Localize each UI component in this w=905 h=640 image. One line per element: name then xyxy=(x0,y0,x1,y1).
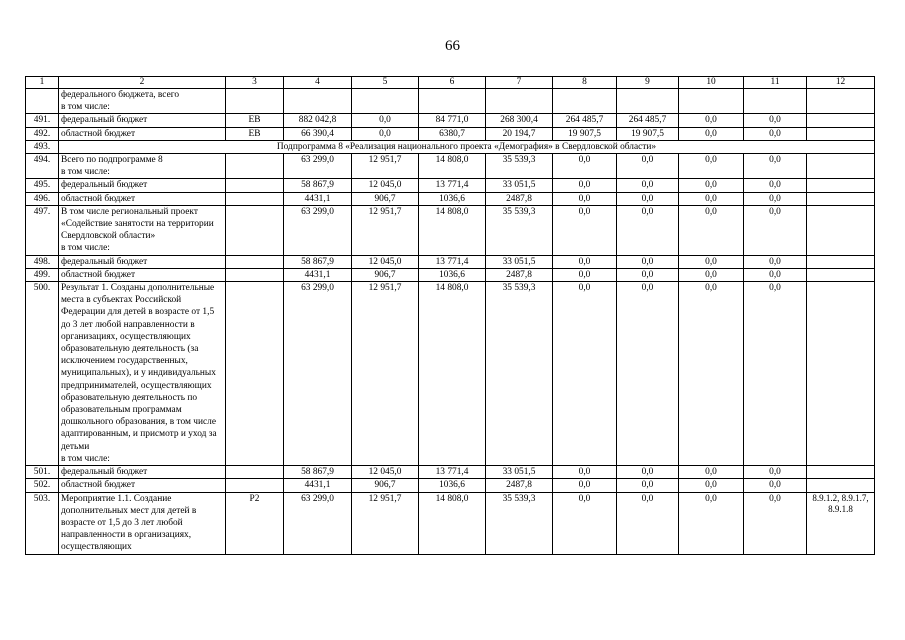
row-name: Результат 1. Созданы дополнительные места в субъектах Российской Федерации для детей в возрасте от 1,5 до 3 лет любой направленности в организациях, осуществляющих образовательную деятельность (за исключением государственных, муниципальных), и у индивидуальных предпринимателей, осуществляющих образовательную деятельность по образовательным программам дошкольного образования, в том числе адаптированным, и присмотр и уход за детьми в том числе: xyxy=(59,282,226,466)
page-number: 66 xyxy=(445,38,460,54)
row-name: Мероприятие 1.1. Создание дополнительных мест для детей в возрасте от 1,5 до 3 лет любой направленности в организациях, осуществляющих xyxy=(59,492,226,554)
value-col-4: 882 042,8 xyxy=(284,114,352,127)
row-number: 491. xyxy=(26,114,59,127)
row-code xyxy=(226,89,284,114)
row-number xyxy=(26,89,59,114)
row-name: федеральный бюджет xyxy=(59,466,226,479)
table-row xyxy=(26,492,875,554)
value-col-7: 268 300,4 xyxy=(486,114,553,127)
value-col-9: 0,0 xyxy=(617,492,679,554)
row-code: ЕВ xyxy=(226,114,284,127)
row-code xyxy=(226,154,284,179)
value-col-4: 63 299,0 xyxy=(284,492,352,554)
value-col-4: 4431,1 xyxy=(284,268,352,281)
table-row xyxy=(26,179,875,192)
value-col-4: 63 299,0 xyxy=(284,154,352,179)
value-col-8: 0,0 xyxy=(553,205,617,255)
table-row xyxy=(26,154,875,179)
table-header-row xyxy=(26,77,875,89)
value-col-7: 2487,8 xyxy=(486,479,553,492)
value-col-9: 0,0 xyxy=(617,282,679,466)
table-row xyxy=(26,140,875,153)
target-indicator xyxy=(807,179,875,192)
value-col-10: 0,0 xyxy=(679,154,744,179)
value-col-8: 0,0 xyxy=(553,255,617,268)
column-header: 4 xyxy=(284,77,352,89)
row-name: областной бюджет xyxy=(59,479,226,492)
target-indicator xyxy=(807,466,875,479)
row-name: областной бюджет xyxy=(59,127,226,140)
value-col-7: 35 539,3 xyxy=(486,282,553,466)
row-number: 503. xyxy=(26,492,59,554)
target-indicator xyxy=(807,479,875,492)
row-code xyxy=(226,282,284,466)
table-body xyxy=(26,89,875,555)
value-col-11: 0,0 xyxy=(744,179,807,192)
value-col-11: 0,0 xyxy=(744,466,807,479)
target-indicator xyxy=(807,89,875,114)
column-header: 12 xyxy=(807,77,875,89)
value-col-8: 0,0 xyxy=(553,282,617,466)
row-code xyxy=(226,466,284,479)
value-col-9 xyxy=(617,89,679,114)
value-col-5: 0,0 xyxy=(352,114,419,127)
value-col-10: 0,0 xyxy=(679,127,744,140)
row-name: Всего по подпрограмме 8 в том числе: xyxy=(59,154,226,179)
value-col-6: 14 808,0 xyxy=(419,205,486,255)
value-col-10: 0,0 xyxy=(679,268,744,281)
value-col-11: 0,0 xyxy=(744,492,807,554)
value-col-5: 12 951,7 xyxy=(352,154,419,179)
table-row xyxy=(26,479,875,492)
row-name: федеральный бюджет xyxy=(59,255,226,268)
table-row xyxy=(26,127,875,140)
value-col-11: 0,0 xyxy=(744,205,807,255)
value-col-10: 0,0 xyxy=(679,205,744,255)
value-col-8: 0,0 xyxy=(553,154,617,179)
value-col-7: 35 539,3 xyxy=(486,154,553,179)
value-col-10: 0,0 xyxy=(679,255,744,268)
row-code: Р2 xyxy=(226,492,284,554)
value-col-6: 13 771,4 xyxy=(419,179,486,192)
subprogram-title: Подпрограмма 8 «Реализация национального проекта «Демография» в Свердловской области» xyxy=(59,140,875,153)
value-col-9: 0,0 xyxy=(617,154,679,179)
value-col-4: 63 299,0 xyxy=(284,282,352,466)
value-col-8: 19 907,5 xyxy=(553,127,617,140)
value-col-11: 0,0 xyxy=(744,282,807,466)
budget-table xyxy=(25,76,875,555)
target-indicator xyxy=(807,192,875,205)
column-header: 9 xyxy=(617,77,679,89)
value-col-6: 6380,7 xyxy=(419,127,486,140)
value-col-4: 4431,1 xyxy=(284,479,352,492)
value-col-7: 35 539,3 xyxy=(486,492,553,554)
value-col-11: 0,0 xyxy=(744,114,807,127)
value-col-5: 12 951,7 xyxy=(352,282,419,466)
row-name: областной бюджет xyxy=(59,192,226,205)
value-col-7: 33 051,5 xyxy=(486,179,553,192)
value-col-10 xyxy=(679,89,744,114)
value-col-10: 0,0 xyxy=(679,282,744,466)
row-number: 502. xyxy=(26,479,59,492)
row-code: ЕВ xyxy=(226,127,284,140)
column-header: 6 xyxy=(419,77,486,89)
target-indicator xyxy=(807,114,875,127)
value-col-5: 906,7 xyxy=(352,192,419,205)
column-header: 5 xyxy=(352,77,419,89)
row-code xyxy=(226,179,284,192)
value-col-8 xyxy=(553,89,617,114)
value-col-10: 0,0 xyxy=(679,192,744,205)
value-col-9: 0,0 xyxy=(617,479,679,492)
value-col-8: 0,0 xyxy=(553,479,617,492)
value-col-8: 264 485,7 xyxy=(553,114,617,127)
row-number: 495. xyxy=(26,179,59,192)
value-col-7: 2487,8 xyxy=(486,268,553,281)
target-indicator xyxy=(807,268,875,281)
value-col-9: 0,0 xyxy=(617,255,679,268)
target-indicator: 8.9.1.2, 8.9.1.7, 8.9.1.8 xyxy=(807,492,875,554)
value-col-9: 0,0 xyxy=(617,205,679,255)
value-col-4: 58 867,9 xyxy=(284,255,352,268)
value-col-5 xyxy=(352,89,419,114)
value-col-6: 1036,6 xyxy=(419,268,486,281)
row-name: федерального бюджета, всего в том числе: xyxy=(59,89,226,114)
value-col-6: 14 808,0 xyxy=(419,492,486,554)
value-col-5: 12 045,0 xyxy=(352,179,419,192)
value-col-5: 12 045,0 xyxy=(352,255,419,268)
table-row xyxy=(26,466,875,479)
column-header: 10 xyxy=(679,77,744,89)
value-col-5: 906,7 xyxy=(352,268,419,281)
table-row xyxy=(26,192,875,205)
value-col-6: 1036,6 xyxy=(419,192,486,205)
column-header: 8 xyxy=(553,77,617,89)
row-name: федеральный бюджет xyxy=(59,114,226,127)
target-indicator xyxy=(807,127,875,140)
row-code xyxy=(226,205,284,255)
value-col-6: 13 771,4 xyxy=(419,255,486,268)
value-col-8: 0,0 xyxy=(553,268,617,281)
budget-table-sheet xyxy=(25,76,874,555)
value-col-4: 58 867,9 xyxy=(284,466,352,479)
value-col-5: 0,0 xyxy=(352,127,419,140)
value-col-9: 264 485,7 xyxy=(617,114,679,127)
column-header: 1 xyxy=(26,77,59,89)
row-number: 496. xyxy=(26,192,59,205)
row-number: 498. xyxy=(26,255,59,268)
value-col-7: 35 539,3 xyxy=(486,205,553,255)
value-col-6: 84 771,0 xyxy=(419,114,486,127)
value-col-8: 0,0 xyxy=(553,192,617,205)
row-code xyxy=(226,268,284,281)
value-col-5: 12 951,7 xyxy=(352,205,419,255)
target-indicator xyxy=(807,154,875,179)
row-name: В том числе региональный проект «Содействие занятости на территории Свердловской области» в том числе: xyxy=(59,205,226,255)
target-indicator xyxy=(807,255,875,268)
table-row xyxy=(26,282,875,466)
value-col-5: 12 951,7 xyxy=(352,492,419,554)
table-row xyxy=(26,89,875,114)
value-col-11: 0,0 xyxy=(744,127,807,140)
value-col-6: 1036,6 xyxy=(419,479,486,492)
value-col-8: 0,0 xyxy=(553,466,617,479)
row-number: 497. xyxy=(26,205,59,255)
target-indicator xyxy=(807,282,875,466)
value-col-9: 0,0 xyxy=(617,268,679,281)
target-indicator xyxy=(807,205,875,255)
value-col-9: 0,0 xyxy=(617,466,679,479)
value-col-11 xyxy=(744,89,807,114)
value-col-4 xyxy=(284,89,352,114)
column-header: 3 xyxy=(226,77,284,89)
value-col-9: 0,0 xyxy=(617,192,679,205)
value-col-10: 0,0 xyxy=(679,492,744,554)
row-number: 499. xyxy=(26,268,59,281)
value-col-8: 0,0 xyxy=(553,492,617,554)
value-col-10: 0,0 xyxy=(679,114,744,127)
row-number: 494. xyxy=(26,154,59,179)
value-col-7: 2487,8 xyxy=(486,192,553,205)
value-col-4: 58 867,9 xyxy=(284,179,352,192)
value-col-6: 14 808,0 xyxy=(419,154,486,179)
value-col-7 xyxy=(486,89,553,114)
value-col-11: 0,0 xyxy=(744,192,807,205)
row-number: 492. xyxy=(26,127,59,140)
row-code xyxy=(226,192,284,205)
row-code xyxy=(226,479,284,492)
value-col-4: 66 390,4 xyxy=(284,127,352,140)
value-col-7: 33 051,5 xyxy=(486,255,553,268)
row-number: 500. xyxy=(26,282,59,466)
value-col-4: 63 299,0 xyxy=(284,205,352,255)
table-row xyxy=(26,205,875,255)
value-col-7: 33 051,5 xyxy=(486,466,553,479)
value-col-11: 0,0 xyxy=(744,255,807,268)
value-col-6: 14 808,0 xyxy=(419,282,486,466)
row-name: федеральный бюджет xyxy=(59,179,226,192)
value-col-11: 0,0 xyxy=(744,154,807,179)
table-row xyxy=(26,255,875,268)
column-header: 2 xyxy=(59,77,226,89)
value-col-8: 0,0 xyxy=(553,179,617,192)
row-code xyxy=(226,255,284,268)
column-header: 11 xyxy=(744,77,807,89)
value-col-6: 13 771,4 xyxy=(419,466,486,479)
value-col-5: 906,7 xyxy=(352,479,419,492)
value-col-4: 4431,1 xyxy=(284,192,352,205)
value-col-5: 12 045,0 xyxy=(352,466,419,479)
value-col-10: 0,0 xyxy=(679,479,744,492)
value-col-11: 0,0 xyxy=(744,479,807,492)
value-col-11: 0,0 xyxy=(744,268,807,281)
row-name: областной бюджет xyxy=(59,268,226,281)
column-header: 7 xyxy=(486,77,553,89)
table-row xyxy=(26,114,875,127)
value-col-10: 0,0 xyxy=(679,179,744,192)
value-col-9: 0,0 xyxy=(617,179,679,192)
value-col-7: 20 194,7 xyxy=(486,127,553,140)
row-number: 493. xyxy=(26,140,59,153)
value-col-9: 19 907,5 xyxy=(617,127,679,140)
value-col-6 xyxy=(419,89,486,114)
value-col-10: 0,0 xyxy=(679,466,744,479)
row-number: 501. xyxy=(26,466,59,479)
table-row xyxy=(26,268,875,281)
